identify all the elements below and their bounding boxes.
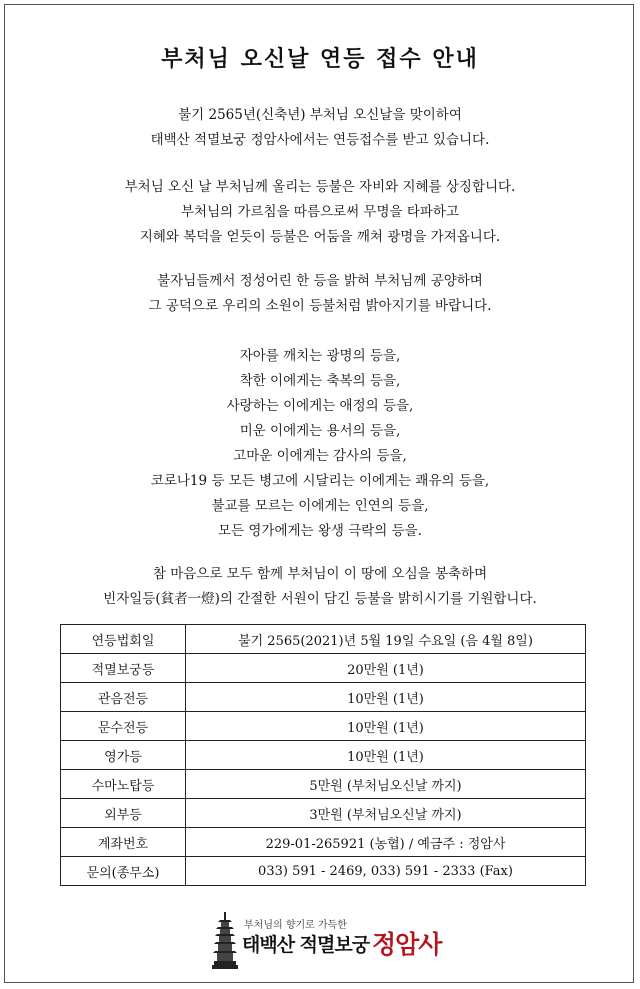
row-label: 수마노탑등 xyxy=(61,770,186,799)
row-label: 외부등 xyxy=(61,799,186,828)
intro-line: 불기 2565년(신축년) 부처님 오신날을 맞이하여 xyxy=(178,107,462,123)
temple-logo xyxy=(212,912,482,974)
page-title: 부처님 오신날 연등 접수 안내 xyxy=(161,47,479,72)
table-row xyxy=(61,741,586,770)
closing-line: 참 마음으로 모두 함께 부처님이 이 땅에 오심을 봉축하며 xyxy=(152,566,488,582)
meaning-line: 부처님의 가르침을 따름으로써 무명을 타파하고 xyxy=(181,204,459,220)
table-row xyxy=(61,799,586,828)
table-row xyxy=(61,625,586,654)
closing-paragraph xyxy=(0,562,640,612)
pagoda-icon xyxy=(212,912,238,970)
row-label: 관음전등 xyxy=(61,683,186,712)
row-label: 적멸보궁등 xyxy=(61,654,186,683)
offering-line: 불자님들께서 정성어린 한 등을 밝혀 부처님께 공양하며 xyxy=(157,273,483,289)
row-value: 033) 591 - 2469, 033) 591 - 2333 (Fax) xyxy=(186,857,586,886)
verse-line: 모든 영가에게는 왕생 극락의 등을. xyxy=(217,523,423,539)
table-row xyxy=(61,857,586,886)
table-row xyxy=(61,654,586,683)
row-label: 문수전등 xyxy=(61,712,186,741)
logo-temple-short-name: 정암사 xyxy=(372,930,442,959)
verse-line: 고마운 이에게는 감사의 등을, xyxy=(233,448,407,464)
closing-line: 빈자일등(貧者一燈)의 간절한 서원이 담긴 등불을 밝히시기를 기원합니다. xyxy=(103,591,537,607)
verse-line: 미운 이에게는 용서의 등을, xyxy=(239,423,401,439)
intro-paragraph xyxy=(0,103,640,153)
row-label: 영가등 xyxy=(61,741,186,770)
row-value: 5만원 (부처님오신날 까지) xyxy=(186,770,586,799)
intro-line: 태백산 적멸보궁 정암사에서는 연등접수를 받고 있습니다. xyxy=(150,132,490,148)
row-value: 10만원 (1년) xyxy=(186,741,586,770)
row-label: 연등법회일 xyxy=(61,625,186,654)
verse-line: 코로나19 등 모든 병고에 시달리는 이에게는 쾌유의 등을, xyxy=(150,473,490,489)
row-value: 10만원 (1년) xyxy=(186,683,586,712)
row-label: 문의(종무소) xyxy=(61,857,186,886)
logo-slogan: 부처님의 향기로 가득한 xyxy=(244,920,347,931)
table-row xyxy=(61,828,586,857)
row-label: 계좌번호 xyxy=(61,828,186,857)
offering-line: 그 공덕으로 우리의 소원이 등불처럼 밝아지기를 바랍니다. xyxy=(148,298,492,314)
meaning-line: 지혜와 복덕을 얻듯이 등불은 어둠을 깨쳐 광명을 가져옵니다. xyxy=(139,229,501,245)
logo-temple-name: 태백산 적멸보궁 xyxy=(242,934,370,956)
verse-line: 사랑하는 이에게는 애정의 등을, xyxy=(226,398,414,414)
row-value: 10만원 (1년) xyxy=(186,712,586,741)
table-row xyxy=(61,683,586,712)
table-row xyxy=(61,712,586,741)
verses-paragraph xyxy=(0,344,640,544)
row-value: 불기 2565(2021)년 5월 19일 수요일 (음 4월 8일) xyxy=(186,625,586,654)
verse-line: 자아를 깨치는 광명의 등을, xyxy=(239,348,401,364)
row-value: 20만원 (1년) xyxy=(186,654,586,683)
row-value: 229-01-265921 (농협) / 예금주 : 정암사 xyxy=(186,828,586,857)
info-table xyxy=(60,624,586,886)
row-value: 3만원 (부처님오신날 까지) xyxy=(186,799,586,828)
verse-line: 불교를 모르는 이에게는 인연의 등을, xyxy=(211,498,429,514)
table-row xyxy=(61,770,586,799)
meaning-line: 부처님 오신 날 부처님께 올리는 등불은 자비와 지혜를 상징합니다. xyxy=(124,179,516,195)
meaning-paragraph xyxy=(0,175,640,250)
verse-line: 착한 이에게는 축복의 등을, xyxy=(239,373,401,389)
offering-paragraph xyxy=(0,269,640,319)
